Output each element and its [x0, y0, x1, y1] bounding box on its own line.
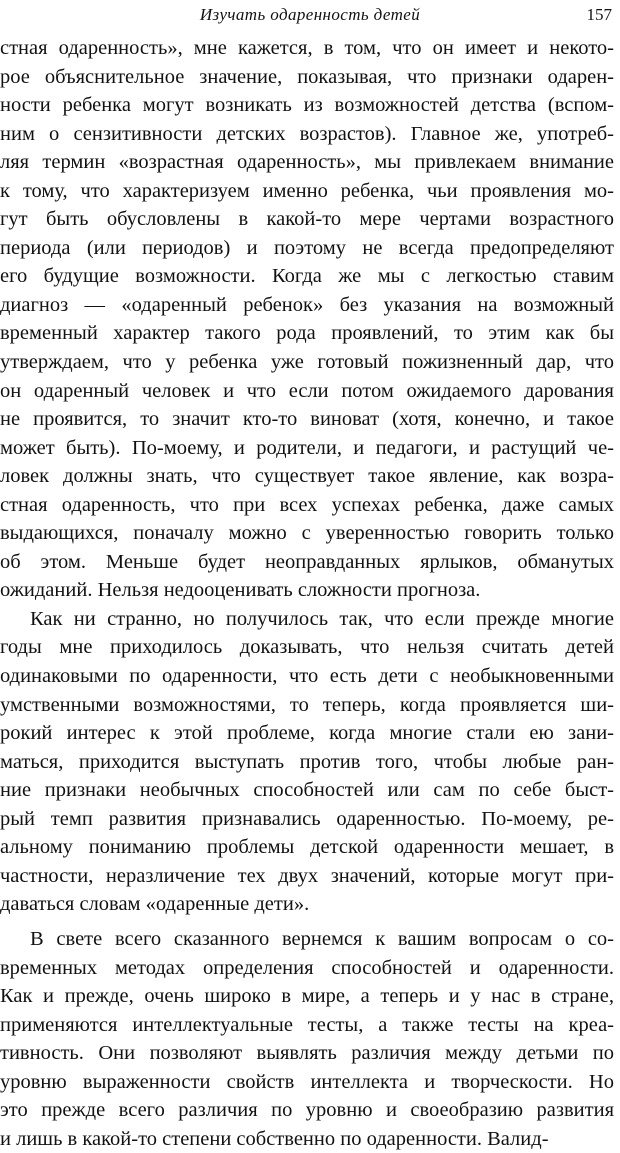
text-line: не проявится, то значит кто-то виноват (хотя, конечно, и такое [0, 408, 614, 431]
text-line: Как ни странно, но получилось так, что если прежде многие [30, 607, 614, 630]
text-line: гут быть обусловлены в какой-то мере чертами возрастного [0, 208, 614, 231]
text-line: временных методах определения способностей и одаренности. [0, 956, 614, 979]
text-line: альному пониманию проблемы детской одаренности мешает, в [0, 836, 614, 859]
text-line: рый темп развития признавались одаренностью. По-моему, ре- [0, 807, 614, 830]
text-line: ности ребенка могут возникать из возможностей детства (вспом- [0, 94, 614, 117]
paragraph-1 [0, 34, 614, 605]
running-title: Изучать одаренность детей [199, 5, 421, 24]
text-line: и лишь в какой-то степени собственно по одаренности. Валид- [0, 1127, 549, 1150]
text-line: рое объяснительное значение, показывая, что признаки одарен- [0, 65, 614, 88]
paragraph-3 [0, 925, 614, 1153]
text-line: даваться словам «одаренные дети». [0, 893, 310, 916]
text-line: периода (или периодов) и поэтому не всегда предопределяют [0, 236, 614, 259]
body-text [0, 34, 614, 1153]
text-line: умственными возможностями, то теперь, когда проявляется ши- [0, 693, 614, 716]
paragraph-2 [0, 605, 614, 919]
text-line: частности, неразличение тех двух значений, которые могут при- [0, 864, 614, 887]
text-line: может быть). По-моему, и родители, и педагоги, и растущий че- [0, 436, 614, 459]
text-line: стная одаренность», мне кажется, в том, что он имеет и некото- [0, 37, 614, 59]
text-line: ним о сензитивности детских возрастов). Главное же, употреб- [0, 122, 614, 145]
text-line: диагноз — «одаренный ребенок» без указания на возможный [0, 293, 614, 316]
text-line: ожиданий. Нельзя недооценивать сложности прогноза. [0, 579, 481, 602]
text-line: рокий интерес к этой проблеме, когда многие стали ею зани- [0, 722, 614, 745]
text-line: уровню выраженности свойств интеллекта и творческости. Но [0, 1070, 614, 1093]
text-line: он одаренный человек и что если потом ожидаемого дарования [0, 379, 614, 402]
text-line: одинаковыми по одаренности, что есть дети с необыкновенными [0, 665, 614, 688]
text-line: его будущие возможности. Когда же мы с легкостью ставим [0, 265, 614, 288]
text-line: временный характер такого рода проявлений, то этим как бы [0, 322, 614, 345]
text-line: утверждаем, что у ребенка уже готовый пожизненный дар, что [0, 351, 614, 374]
text-line: ляя термин «возрастная одаренность», мы привлекаем внимание [0, 151, 614, 174]
text-line: годы мне приходилось доказывать, что нельзя считать детей [0, 636, 614, 659]
text-line: маться, приходится выступать против того, чтобы любые ран- [0, 750, 614, 773]
text-line: Как и прежде, очень широко в мире, а теперь и у нас в стране, [0, 985, 614, 1008]
text-line: ние признаки необычных способностей или сам по себе быст- [0, 779, 614, 802]
text-line: ловек должны знать, что существует такое явление, как возра- [0, 465, 614, 488]
text-line: это прежде всего различия по уровню и своеобразию развития [0, 1099, 614, 1122]
text-line: к тому, что характеризуем именно ребенка, чьи проявления мо- [0, 179, 614, 202]
text-line: стная одаренность, что при всех успехах ребенка, даже самых [0, 493, 614, 516]
text-line: применяются интеллектуальные тесты, а также тесты на креа- [0, 1013, 614, 1036]
text-line: В свете всего сказанного вернемся к вашим вопросам о со- [30, 927, 614, 950]
page-number: 157 [586, 5, 612, 24]
text-line: выдающихся, поначалу можно с уверенностью говорить только [0, 522, 614, 545]
text-line: тивность. Они позволяют выявлять различия между детьми по [0, 1042, 614, 1065]
text-line: об этом. Меньше будет неоправданных ярлыков, обманутых [0, 550, 614, 573]
page-header [0, 2, 620, 30]
